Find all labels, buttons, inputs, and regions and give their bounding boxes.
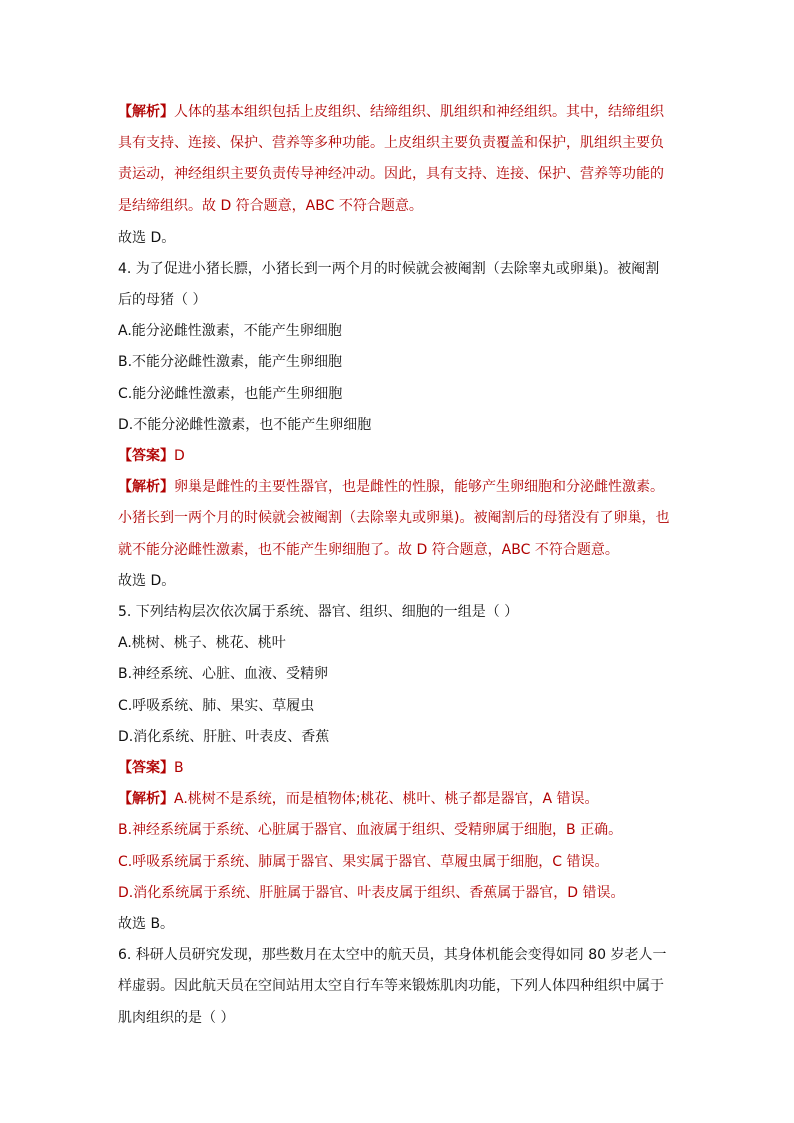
analysis-label: 【解析】 [118, 104, 174, 120]
q6-stem-line-3: 肌肉组织的是（ ） [118, 1010, 235, 1026]
q4-analysis-line-3: 就不能分泌雌性激素，也不能产生卵细胞了。故 D 符合题意，ABC 不符合题意。 [118, 542, 619, 558]
q6-stem-line-2: 样虚弱。因此航天员在空间站用太空自行车等来锻炼肌肉功能，下列人体四种组织中属于 [118, 978, 664, 994]
q5-option-b: B.神经系统、心脏、血液、受精卵 [118, 666, 329, 682]
q3-conclusion: 故选 D。 [118, 230, 176, 246]
q3-analysis-line-3: 责运动，神经组织主要负责传导神经冲动。因此，具有支持、连接、保护、营养等功能的 [118, 166, 664, 182]
q3-analysis-line-2: 具有支持、连接、保护、营养等多种功能。上皮组织主要负责覆盖和保护，肌组织主要负 [118, 135, 664, 151]
q5-analysis-line-4: D.消化系统属于系统、肝脏属于器官、叶表皮属于组织、香蕉属于器官，D 错误。 [118, 885, 625, 901]
q4-analysis-line-2: 小猪长到一两个月的时候就会被阉割（去除睾丸或卵巢)。被阉割后的母猪没有了卵巢，也 [118, 510, 670, 526]
q4-option-d: D.不能分泌雌性激素，也不能产生卵细胞 [118, 417, 372, 433]
q5-answer-value: B [174, 760, 184, 776]
q3-analysis-line-4: 是结缔组织。故 D 符合题意，ABC 不符合题意。 [118, 198, 423, 214]
q5-analysis-line-3: C.呼吸系统属于系统、肺属于器官、果实属于器官、草履虫属于细胞，C 错误。 [118, 854, 609, 870]
q3-analysis-line-1: 【解析】人体的基本组织包括上皮组织、结缔组织、肌组织和神经组织。其中，结缔组织 [118, 104, 664, 120]
answer-label: 【答案】 [118, 448, 174, 464]
q5-analysis-line-2: B.神经系统属于系统、心脏属于器官、血液属于组织、受精卵属于细胞，B 正确。 [118, 822, 623, 838]
q6-stem-line-1: 6. 科研人员研究发现，那些数月在太空中的航天员，其身体机能会变得如同 80 岁老人一 [118, 947, 667, 963]
q4-answer [118, 446, 185, 466]
q4-analysis-line-1: 【解析】卵巢是雌性的主要性器官，也是雌性的性腺，能够产生卵细胞和分泌雌性激素。 [118, 479, 664, 495]
q5-conclusion: 故选 B。 [118, 916, 175, 932]
q5-stem: 5. 下列结构层次依次属于系统、器官、组织、细胞的一组是（ ） [118, 604, 519, 620]
q4-option-c: C.能分泌雌性激素，也能产生卵细胞 [118, 386, 343, 402]
q4-stem-line-2: 后的母猪（ ） [118, 292, 207, 308]
q5-answer [118, 758, 184, 778]
q5-option-c: C.呼吸系统、肺、果实、草履虫 [118, 698, 315, 714]
q4-conclusion: 故选 D。 [118, 573, 176, 589]
analysis-label: 【解析】 [118, 479, 174, 495]
q4-stem-line-1: 4. 为了促进小猪长膘，小猪长到一两个月的时候就会被阉割（去除睾丸或卵巢)。被阉割 [118, 261, 660, 277]
q4-option-b: B.不能分泌雌性激素，能产生卵细胞 [118, 354, 343, 370]
q5-analysis-line-1: 【解析】A.桃树不是系统，而是植物体;桃花、桃叶、桃子都是器官，A 错误。 [118, 791, 599, 807]
analysis-label: 【解析】 [118, 791, 174, 807]
answer-label: 【答案】 [118, 760, 174, 776]
q4-answer-value: D [174, 448, 185, 464]
q5-option-a: A.桃树、桃子、桃花、桃叶 [118, 635, 286, 651]
q5-option-d: D.消化系统、肝脏、叶表皮、香蕉 [118, 729, 330, 745]
q4-option-a: A.能分泌雌性激素，不能产生卵细胞 [118, 323, 342, 339]
